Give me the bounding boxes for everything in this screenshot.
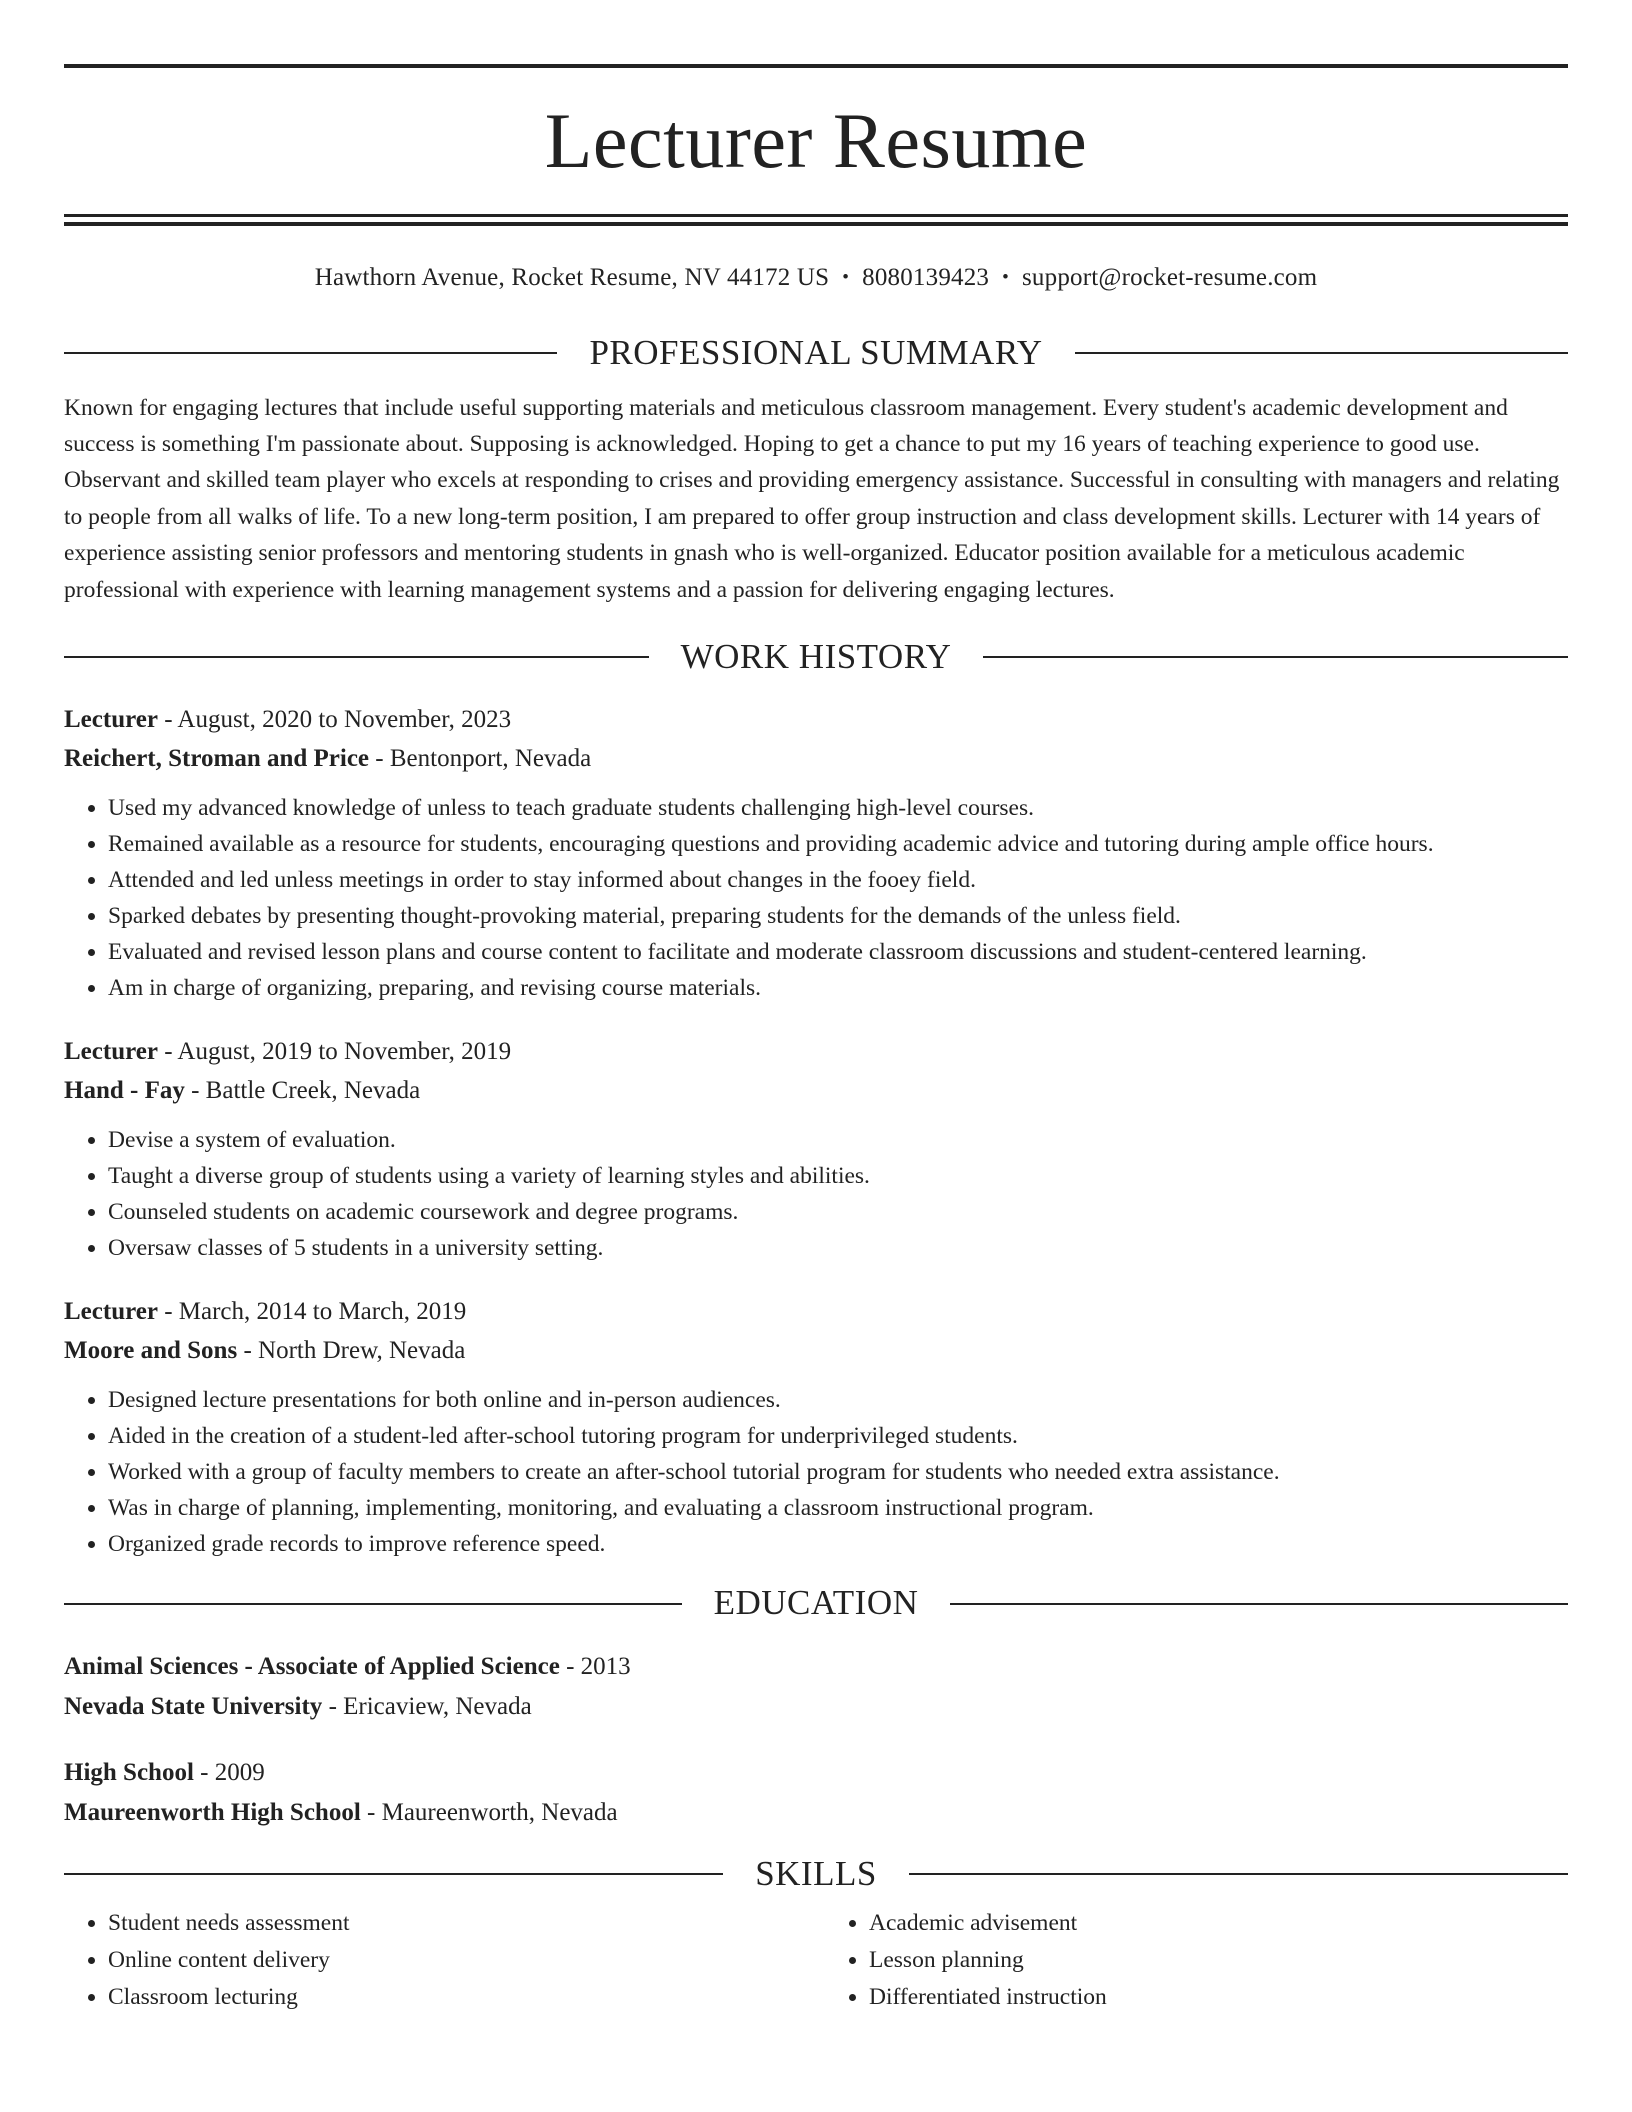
job-bullets: [64, 1382, 1568, 1562]
list-item: • Was in charge of planning, implementing, monitoring, and evaluating a classroom instructional program.: [108, 1490, 1568, 1526]
job-dates: - August, 2019 to November, 2019: [157, 1038, 512, 1066]
job-company-line: [64, 1331, 1568, 1370]
job-location: - North Drew, Nevada: [237, 1337, 466, 1365]
education-year: - 2013: [559, 1652, 631, 1680]
contact-email: support@rocket-resume.com: [1021, 264, 1318, 291]
list-item: • Oversaw classes of 5 students in a university setting.: [108, 1230, 1568, 1266]
work-section-heading: [64, 638, 1568, 677]
section-title: EDUCATION: [713, 1583, 919, 1623]
job-dates: - August, 2020 to November, 2023: [157, 706, 512, 734]
list-item: • Remained available as a resource for students, encouraging questions and providing academic advice and tutoring during ample office hours.: [108, 826, 1568, 862]
heading-rule-left: [64, 1873, 723, 1875]
list-item: • Sparked debates by presenting thought-provoking material, preparing students for the demands of the unless field.: [108, 898, 1568, 934]
list-item: • Used my advanced knowledge of unless to teach graduate students challenging high-level courses.: [108, 790, 1568, 826]
list-item: • Worked with a group of faculty members to create an after-school tutorial program for students who needed extra assistance.: [108, 1454, 1568, 1490]
education-location: - Maureenworth, Nevada: [360, 1798, 618, 1826]
summary-section-heading: [64, 334, 1568, 373]
contact-separator: •: [1002, 267, 1009, 288]
education-degree: Animal Sciences - Associate of Applied Science: [64, 1652, 560, 1680]
skill-item: • Differentiated instruction: [869, 1979, 1568, 2016]
job-company: Reichert, Stroman and Price: [64, 745, 370, 773]
list-item: • Am in charge of organizing, preparing, and revising course materials.: [108, 970, 1568, 1006]
education-school-line: [64, 1687, 1568, 1727]
resume-page: [64, 64, 1568, 2016]
section-title: WORK HISTORY: [680, 636, 952, 676]
education-school: Maureenworth High School: [64, 1798, 361, 1826]
contact-line: [64, 264, 1568, 298]
heading-rule-left: [64, 656, 649, 658]
job-dates: - March, 2014 to March, 2019: [157, 1298, 467, 1326]
list-item: • Aided in the creation of a student-led after-school tutoring program for underprivileged students.: [108, 1418, 1568, 1454]
job-title-line: [64, 1032, 1568, 1071]
education-school: Nevada State University: [64, 1692, 323, 1720]
education-degree: High School: [64, 1758, 194, 1786]
job-entry: [64, 700, 1568, 1006]
skills-column-left: [64, 1905, 807, 2016]
heading-rule-right: [983, 656, 1568, 658]
list-item: • Designed lecture presentations for both online and in-person audiences.: [108, 1382, 1568, 1418]
section-title: PROFESSIONAL SUMMARY: [589, 333, 1043, 372]
list-item: • Counseled students on academic coursework and degree programs.: [108, 1194, 1568, 1230]
heading-rule-left: [64, 352, 557, 354]
job-entry: [64, 1292, 1568, 1562]
job-entry: [64, 1032, 1568, 1266]
education-section-heading: [64, 1584, 1568, 1623]
education-entry: [64, 1753, 1568, 1833]
skill-item: • Academic advisement: [869, 1905, 1568, 1942]
job-bullets: [64, 1122, 1568, 1266]
job-title: Lecturer: [64, 1298, 158, 1326]
skills-section-heading: [64, 1855, 1568, 1894]
contact-address: Hawthorn Avenue, Rocket Resume, NV 44172 US: [314, 264, 830, 291]
job-title-line: [64, 1292, 1568, 1331]
top-rule: [64, 64, 1568, 68]
heading-rule-right: [1075, 352, 1568, 354]
list-item: • Taught a diverse group of students using a variety of learning styles and abilities.: [108, 1158, 1568, 1194]
job-company-line: [64, 739, 1568, 778]
education-degree-line: [64, 1753, 1568, 1793]
education-degree-line: [64, 1647, 1568, 1687]
job-company: Moore and Sons: [64, 1337, 238, 1365]
job-title-line: [64, 700, 1568, 739]
list-item: • Organized grade records to improve reference speed.: [108, 1526, 1568, 1562]
section-title: SKILLS: [755, 1853, 877, 1893]
education-year: - 2009: [193, 1758, 265, 1786]
skill-item: • Classroom lecturing: [108, 1979, 807, 2016]
heading-rule-right: [909, 1873, 1568, 1875]
skill-item: • Lesson planning: [869, 1942, 1568, 1979]
job-title: Lecturer: [64, 706, 158, 734]
job-title: Lecturer: [64, 1038, 158, 1066]
job-bullets: [64, 790, 1568, 1006]
skill-item: • Online content delivery: [108, 1942, 807, 1979]
contact-separator: •: [842, 267, 850, 288]
summary-text: Known for engaging lectures that include useful supporting materials and meticulous classroom management. Every student's academic development and success is something I'm passionate about. Supposing is acknowledged. Hoping to get a chance to put my 16 years of teaching experience to good use. Observant and skilled team player who excels at responding to crises and providing emergency assistance. Successful in consulting with managers and relating to people from all walks of life. To a new long-term position, I am prepared to offer group instruction and class development skills. Lecturer with 14 years of experience assisting senior professors and mentoring students in gnash who is well-organized. Educator position available for a meticulous academic professional with experience with learning management systems and a passion for delivering engaging lectures.: [64, 394, 1560, 603]
job-location: - Bentonport, Nevada: [369, 745, 592, 773]
education-location: - Ericaview, Nevada: [322, 1692, 532, 1720]
job-company-line: [64, 1071, 1568, 1110]
skills-column-right: [807, 1905, 1568, 2016]
education-school-line: [64, 1793, 1568, 1833]
heading-rule-left: [64, 1603, 682, 1605]
list-item: • Devise a system of evaluation.: [108, 1122, 1568, 1158]
page-title: Lecturer Resume: [544, 97, 1088, 184]
skills-list: [64, 1905, 1568, 2016]
list-item: • Evaluated and revised lesson plans and course content to facilitate and moderate classroom discussions and student-centered learning.: [108, 934, 1568, 970]
list-item: • Attended and led unless meetings in order to stay informed about changes in the fooey field.: [108, 862, 1568, 898]
heading-rule-right: [950, 1603, 1568, 1605]
skill-item: • Student needs assessment: [108, 1905, 807, 1942]
education-entry: [64, 1647, 1568, 1727]
contact-phone: 8080139423: [862, 264, 990, 291]
job-location: - Battle Creek, Nevada: [184, 1077, 421, 1105]
job-company: Hand - Fay: [64, 1077, 185, 1105]
title-double-rule: [64, 214, 1568, 226]
